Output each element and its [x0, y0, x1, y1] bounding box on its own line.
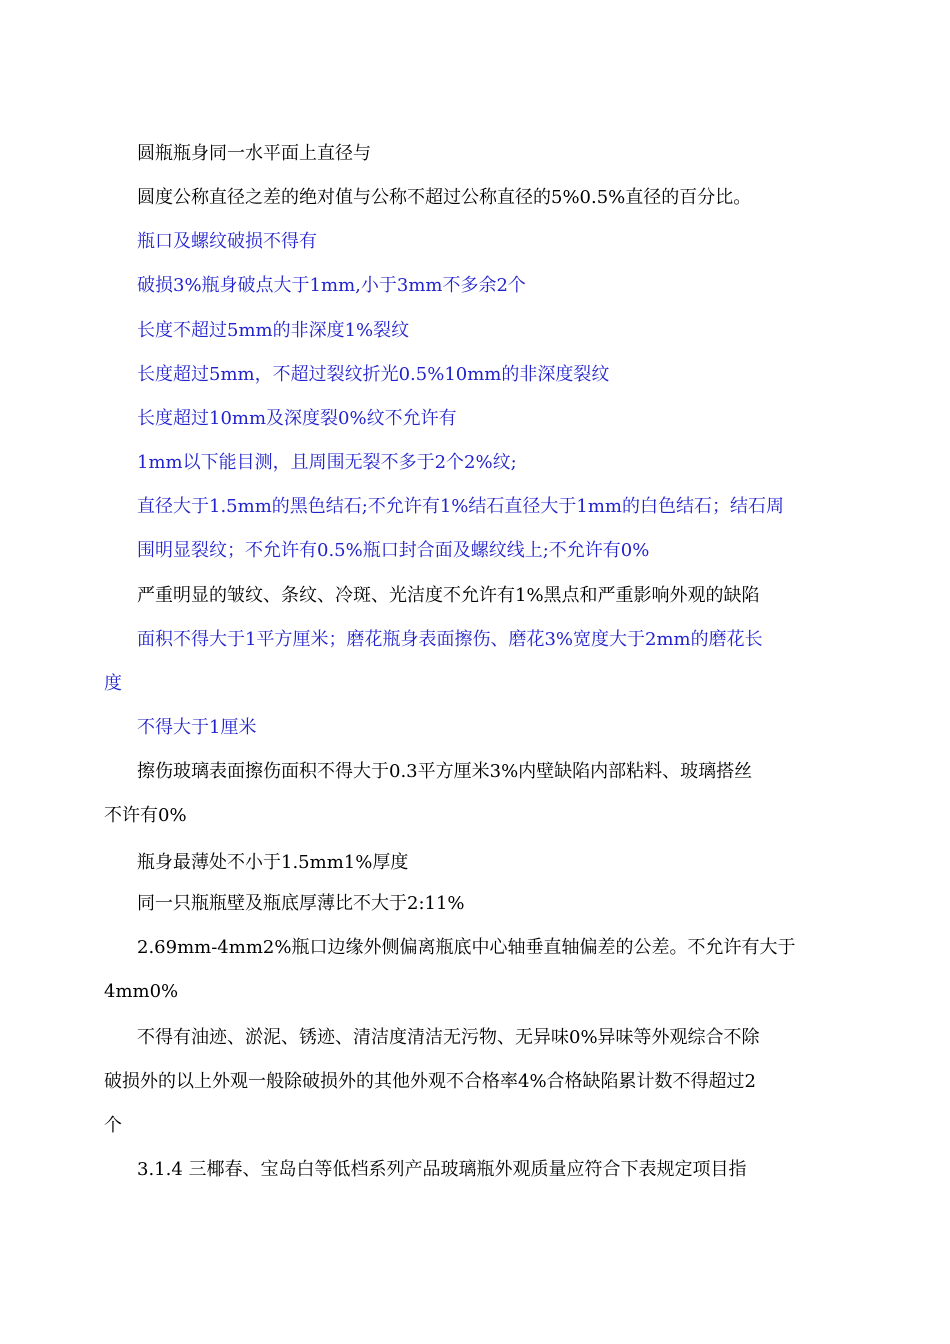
text-line-12: 面积不得大于1平方厘米；磨花瓶身表面擦伤、磨花3%宽度大于2mm的磨花长 — [137, 629, 763, 650]
text-line-23: 个 — [104, 1115, 122, 1136]
text-line-9: 直径大于1.5mm的黑色结石;不允许有1%结石直径大于1mm的白色结石；结石周 — [137, 496, 784, 517]
text-line-24: 3.1.4 三椰春、宝岛白等低档系列产品玻璃瓶外观质量应符合下表规定项目指 — [137, 1159, 747, 1180]
text-line-6: 长度超过5mm，不超过裂纹折光0.5%10mm的非深度裂纹 — [137, 364, 610, 385]
text-line-3: 瓶口及螺纹破损不得有 — [137, 231, 317, 252]
text-line-7: 长度超过10mm及深度裂0%纹不允许有 — [137, 408, 457, 429]
text-line-5: 长度不超过5mm的非深度1%裂纹 — [137, 320, 410, 341]
text-line-1: 圆瓶瓶身同一水平面上直径与 — [137, 143, 371, 164]
text-line-4: 破损3%瓶身破点大于1mm,小于3mm不多余2个 — [137, 275, 526, 296]
text-line-19: 2.69mm-4mm2%瓶口边缘外侧偏离瓶底中心轴垂直轴偏差的公差。不允许有大于 — [137, 937, 796, 958]
text-line-21: 不得有油迹、淤泥、锈迹、清洁度清洁无污物、无异味0%异味等外观综合不除 — [137, 1027, 760, 1048]
text-line-22: 破损外的以上外观一般除破损外的其他外观不合格率4%合格缺陷累计数不得超过2 — [104, 1071, 757, 1092]
text-line-17: 瓶身最薄处不小于1.5mm1%厚度 — [137, 852, 409, 873]
text-line-10: 围明显裂纹；不允许有0.5%瓶口封合面及螺纹线上;不允许有0% — [137, 540, 650, 561]
text-line-14: 不得大于1厘米 — [137, 717, 257, 738]
text-line-15: 擦伤玻璃表面擦伤面积不得大于0.3平方厘米3%内壁缺陷内部粘料、玻璃搭丝 — [137, 761, 753, 782]
text-line-20: 4mm0% — [104, 981, 179, 1002]
text-line-8: 1mm以下能目测，且周围无裂不多于2个2%纹; — [137, 452, 517, 473]
text-line-13: 度 — [104, 673, 122, 694]
text-line-16: 不许有0% — [104, 805, 187, 826]
text-line-2: 圆度公称直径之差的绝对值与公称不超过公称直径的5%0.5%直径的百分比。 — [137, 187, 752, 208]
text-line-18: 同一只瓶瓶壁及瓶底厚薄比不大于2:11% — [137, 893, 465, 914]
text-line-11: 严重明显的皱纹、条纹、冷斑、光洁度不允许有1%黑点和严重影响外观的缺陷 — [137, 585, 760, 606]
